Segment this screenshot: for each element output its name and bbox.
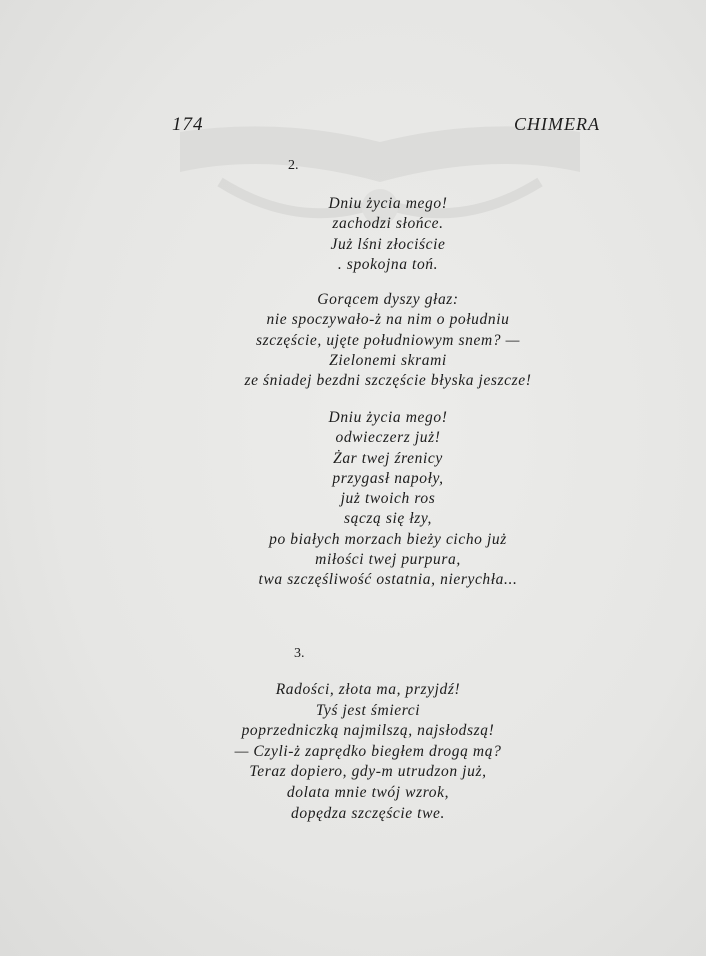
verse-line: Teraz dopiero, gdy-m utrudzon już, [249,763,487,781]
verse-line: Dniu życia mego! [328,195,448,212]
verse-line: ze śniadej bezdni szczęście błyska jeszcze! [244,372,532,390]
verse-line: — Czyli-ż zaprędko biegłem drogą mą? [234,742,502,760]
stanza-2 [200,290,576,391]
verse-line: Dniu życia mego! [328,409,448,426]
verse-line: dolata mnie twój wzrok, [286,783,450,801]
section-number-3: 3. [294,646,305,661]
stanza-1 [200,194,576,275]
verse-line: Gorącem dyszy głaz: [317,291,459,308]
verse-line: Żar twej źrenicy [333,449,443,467]
verse-line: już twoich ros [340,490,436,508]
verse-line: . spokojna toń. [337,255,439,273]
verse-line: odwieczerz już! [335,429,441,447]
verse-line: poprzedniczką najmilszą, najsłodszą! [241,722,495,740]
verse-line: przygasł napoły, [332,469,444,487]
verse-line: Zielonemi skrami [329,351,447,369]
verse-line: szczęście, ujęte południowym snem? — [256,331,520,349]
verse-line: Już lśni złociście [330,235,446,253]
running-head: CHIMERA [514,114,600,134]
verse-line: miłości twej purpura, [315,551,461,569]
stanza-3 [200,408,576,591]
page-number: 174 [172,114,204,135]
verse-line: twa szczęśliwość ostatnia, nierychła... [258,571,518,589]
verse-line: nie spoczywało-ż na nim o południu [266,311,510,329]
verse-line: Radości, złota ma, przyjdź! [275,681,461,698]
verse-line: Tyś jest śmierci [315,701,421,719]
verse-line: po białych morzach bieży cicho już [269,530,507,548]
section-number-2: 2. [288,158,299,173]
verse-line: sączą się łzy, [343,510,433,528]
verse-line: dopędza szczęście twe. [291,804,445,822]
stanza-4 [180,680,556,824]
verse-line: zachodzi słońce. [332,215,444,233]
